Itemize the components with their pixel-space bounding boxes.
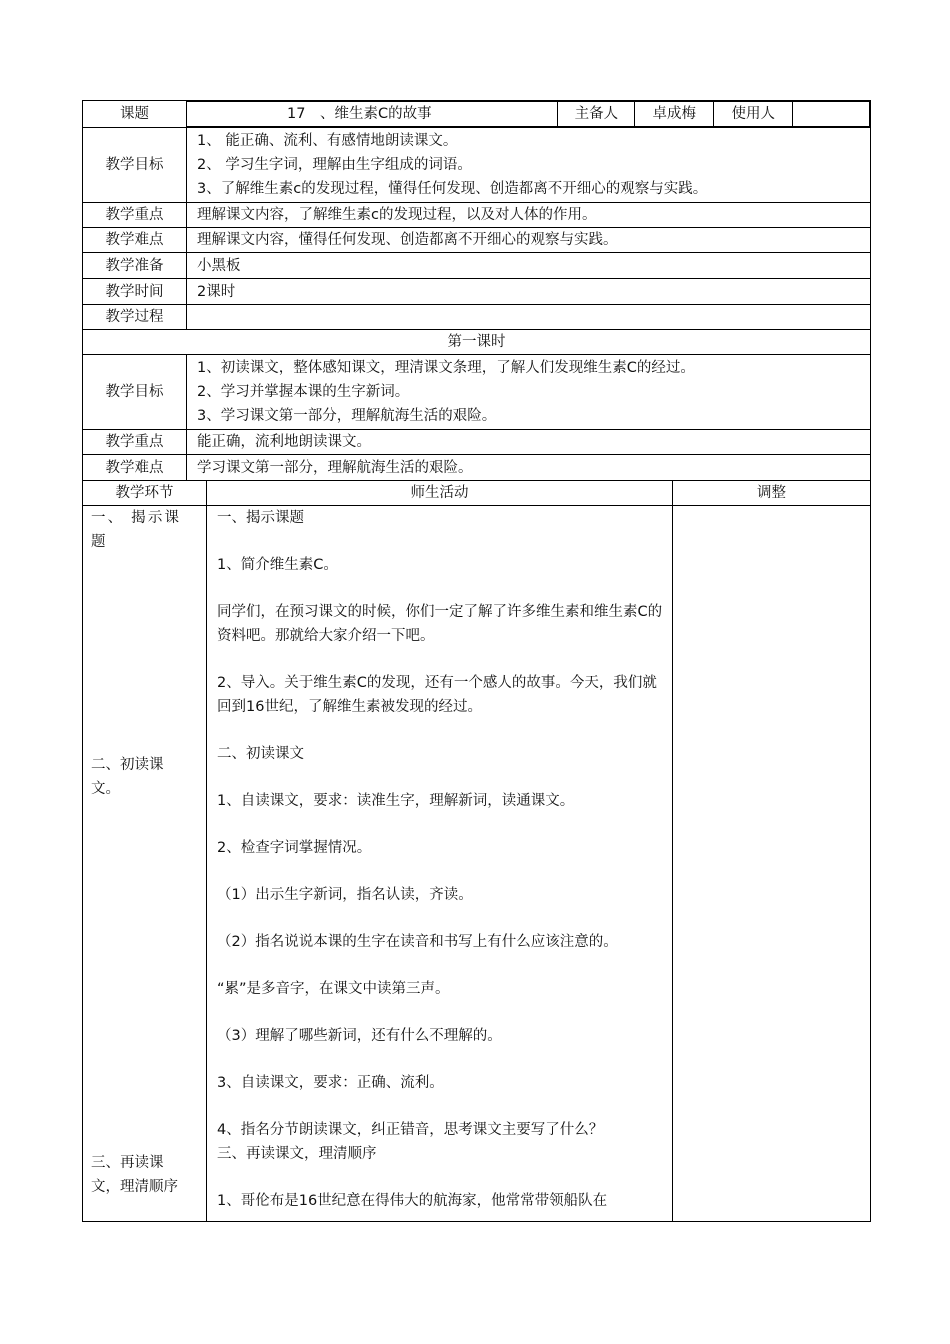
- key-label: 教学重点: [83, 203, 187, 228]
- activity-paragraph: 同学们，在预习课文的时候，你们一定了解了许多维生素和维生素C的资料吧。那就给大家介绍一下吧。: [217, 604, 663, 644]
- process-label: 教学过程: [83, 305, 187, 330]
- process-label-row: [83, 305, 871, 330]
- process-header-row: [83, 481, 871, 506]
- col-stage-header: 教学环节: [83, 481, 207, 506]
- key-content: 理解课文内容，了解维生素c的发现过程，以及对人体的作用。: [187, 203, 871, 228]
- difficulty-content: 理解课文内容，懂得任何发现、创造都离不开细心的观察与实践。: [187, 228, 871, 253]
- goal-item: 1、 能正确、流利、有感情地朗读课文。: [197, 133, 458, 149]
- lesson1-key-content: 能正确，流利地朗读课文。: [187, 430, 871, 455]
- activity-paragraph: “累”是多音字，在课文中读第三声。: [217, 981, 450, 997]
- lesson1-difficulty-label: 教学难点: [83, 455, 187, 481]
- lesson-plan-table: [82, 100, 871, 1222]
- lesson1-title-row: [83, 330, 871, 355]
- goal-item: 2、 学习生字词，理解由生字组成的词语。: [197, 157, 472, 173]
- process-body-row: [83, 506, 871, 1222]
- overall-difficulty-row: [83, 228, 871, 253]
- preparer-label: 主备人: [558, 102, 635, 127]
- overall-key-row: [83, 203, 871, 228]
- goals-content: [187, 128, 871, 203]
- adjust-column: [673, 506, 871, 1222]
- lesson1-title: 第一课时: [83, 330, 871, 355]
- topic-label: 课题: [83, 101, 187, 128]
- activity-paragraph: （1）出示生字新词，指名认读，齐读。: [217, 887, 473, 903]
- stage-label: 三、再读课文，理清顺序: [91, 1155, 178, 1195]
- lesson1-goals-label: 教学目标: [83, 355, 187, 430]
- prep-label: 教学准备: [83, 253, 187, 279]
- time-label: 教学时间: [83, 279, 187, 305]
- col-adjust-header: 调整: [673, 481, 871, 506]
- overall-goals-row: [83, 128, 871, 203]
- activity-paragraph: 二、初读课文: [217, 746, 304, 762]
- prep-content: 小黑板: [187, 253, 871, 279]
- lesson1-difficulty-content: 学习课文第一部分，理解航海生活的艰险。: [187, 455, 871, 481]
- difficulty-label: 教学难点: [83, 228, 187, 253]
- prep-row: [83, 253, 871, 279]
- activity-paragraph: 3、自读课文，要求：正确、流利。: [217, 1075, 444, 1091]
- goal-item: 2、学习并掌握本课的生字新词。: [197, 384, 410, 400]
- lesson1-difficulty-row: [83, 455, 871, 481]
- stage-label: 二、初读课文。: [91, 757, 164, 797]
- lesson1-key-row: [83, 430, 871, 455]
- goal-item: 3、了解维生素c的发现过程，懂得任何发现、创造都离不开细心的观察与实践。: [197, 181, 708, 197]
- lesson-title: 17 、维生素C的故事: [187, 102, 558, 127]
- lesson1-goals-content: [187, 355, 871, 430]
- activity-paragraph: 1、自读课文，要求：读准生字，理解新词，读通课文。: [217, 793, 575, 809]
- user-label: 使用人: [714, 102, 793, 127]
- activity-paragraph: 4、指名分节朗读课文，纠正错音，思考课文主要写了什么？: [217, 1122, 604, 1138]
- time-content: 2课时: [187, 279, 871, 305]
- goal-item: 3、学习课文第一部分，理解航海生活的艰险。: [197, 408, 497, 424]
- time-row: [83, 279, 871, 305]
- preparer-name: 卓成梅: [635, 102, 714, 127]
- col-activity-header: 师生活动: [207, 481, 673, 506]
- lesson1-goals-row: [83, 355, 871, 430]
- activity-paragraph: 三、再读课文，理清顺序: [217, 1146, 377, 1162]
- activity-paragraph: 一、揭示课题: [217, 510, 304, 526]
- lesson1-key-label: 教学重点: [83, 430, 187, 455]
- activity-paragraph: （2）指名说说本课的生字在读音和书写上有什么应该注意的。: [217, 934, 618, 950]
- goals-label: 教学目标: [83, 128, 187, 203]
- user-name: [793, 102, 870, 127]
- activity-paragraph: 2、检查字词掌握情况。: [217, 840, 372, 856]
- stage-label: 一、 揭示课题: [91, 510, 179, 550]
- activity-column: [207, 506, 673, 1222]
- activity-paragraph: 1、哥伦布是16世纪意在得伟大的航海家，他常常带领船队在: [217, 1193, 608, 1209]
- stage-column: [83, 506, 207, 1222]
- activity-paragraph: （3）理解了哪些新词，还有什么不理解的。: [217, 1028, 502, 1044]
- goal-item: 1、初读课文，整体感知课文，理清课文条理，了解人们发现维生素C的经过。: [197, 360, 695, 376]
- activity-paragraph: 2、导入。关于维生素C的发现，还有一个感人的故事。今天，我们就回到16世纪，了解维生素被发现的经过。: [217, 675, 657, 715]
- header-row: [83, 101, 871, 128]
- activity-paragraph: 1、简介维生素C。: [217, 557, 338, 573]
